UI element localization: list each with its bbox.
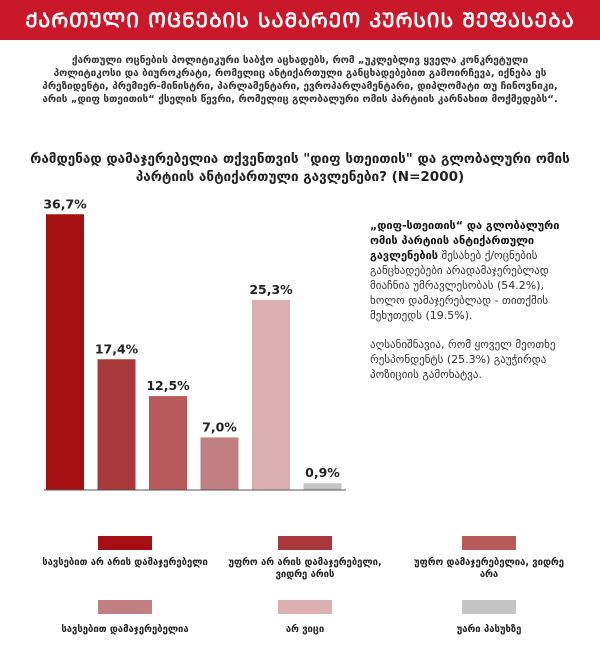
legend-swatch-6	[462, 600, 516, 614]
legend-swatch-3	[462, 536, 516, 550]
legend-swatch-4	[98, 600, 152, 614]
legend-label-2: უფრო არ არის დამაჯერებელი, ვიდრე არის	[228, 557, 382, 580]
bar-6	[304, 483, 342, 490]
bar-value-label-5: 25,3%	[249, 281, 293, 297]
bar-1	[46, 214, 84, 490]
bar-2	[98, 359, 136, 490]
commentary-paragraph-2: აღსანიშნავია, რომ ყოველ მეოთხე რესპონდენტს (25.3%) გაუჭირდა პოზიციის გამოხატვა.	[370, 338, 556, 381]
bar-4	[201, 437, 239, 490]
page-title: ᲥᲐᲠᲗᲣᲚᲘ ᲝᲪᲜᲔᲑᲘᲡ ᲡᲐᲛᲐᲠᲔᲝ ᲙᲣᲠᲡᲘᲡ ᲨᲔᲤᲐᲡᲔᲑᲐ	[25, 8, 575, 32]
bar-value-label-2: 17,4%	[94, 341, 139, 357]
intro-text: ქართული ოცნების პოლიტიკური საბჭო აცხადებს, რომ „უკლებლივ ყველა კონკრეტული პოლიტიკოსი და ბიუროკრატი, რომელიც ანტიქართული განცხადებებით გამოირჩევა, იქნება ეს პრეზიდენტი, პრემიერ-მინისტრი, პარლამენტარი, ევროპარლამენტარი, დიპლომატი თუ ჩინოვნიკი, არის „დიფ სთეითის“ ქსელის წევრი, რომელიც გლობალური ომის პარტიის კარნახით მოქმედებს“.	[42, 55, 558, 105]
commentary	[370, 218, 570, 396]
legend-label-1: სავსებით არ არის დამაჯერებელი	[42, 557, 208, 568]
commentary-paragraph-1	[370, 218, 570, 323]
bar-value-label-1: 36,7%	[43, 196, 87, 212]
legend-swatch-1	[98, 536, 152, 550]
legend-swatch-2	[278, 536, 332, 550]
legend-swatch-5	[278, 600, 332, 614]
legend-label-4: სავსებით დამაჯერებელია	[61, 624, 189, 635]
bar-5	[252, 300, 290, 490]
bar-3	[149, 396, 187, 490]
legend-label-5: არ ვიცი	[285, 624, 325, 635]
commentary-heading: „დიფ-სთეითის“ და გლობალური ომის პარტიის ანტიქართული გავლენების	[370, 219, 560, 262]
bar-value-label-3: 12,5%	[146, 378, 190, 394]
commentary-text-1: შესახებ ქ/ოცნების განცხადებები არადამაჯერებლად მიაჩნია უმრავლესობას (54.2%), ხოლო დამაჯერებლად - თითქმის მეხუთედს (19.5%).	[370, 249, 549, 322]
legend-label-6: უარი პასუხზე	[456, 624, 522, 635]
legend-label-3: უფრო დამაჯერებელია, ვიდრე არა	[413, 557, 564, 580]
bar-value-label-6: 0,9%	[305, 465, 340, 481]
chart-question: რამდენად დამაჯერებელია თქვენთვის "დიფ სთეითის" და გლობალური ომის პარტიის ანტიქართული გავლენები? (N=2000)	[30, 151, 570, 185]
bar-value-label-4: 7,0%	[202, 419, 237, 435]
